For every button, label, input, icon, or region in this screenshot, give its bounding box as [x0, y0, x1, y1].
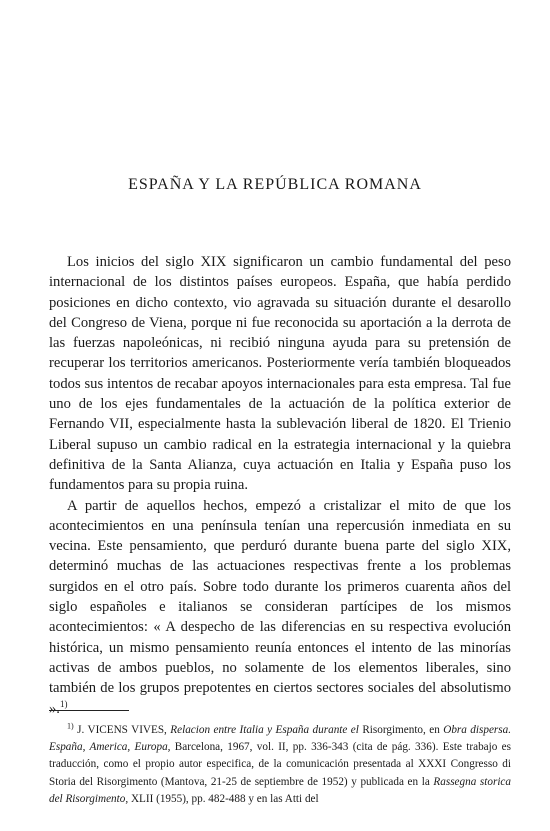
footnote-title-3: Rassegna storica del Risorgimento,	[49, 775, 511, 805]
footnote	[49, 722, 511, 808]
footnote-reference[interactable]: 1)	[59, 698, 68, 709]
paragraph-2	[49, 496, 511, 719]
footnote-text-3: XLII (1955), pp. 482-488 y en las Atti del	[130, 792, 319, 805]
footnote-title-1: Relacion entre Italia y España durante el	[170, 724, 359, 736]
footnote-text-2: Barcelona, 1967, vol. II, pp. 336-343 (cita de pág. 336). Este trabajo es traducción, como el propio autor especifica, de la comunicación presentada al XXXI Congresso di Storia del Risorgimento (Mantova, 21-25 de septiembre de 1952) y publicada en la	[49, 741, 511, 788]
footnote-divider	[49, 710, 129, 711]
page-title: ESPAÑA Y LA REPÚBLICA ROMANA	[128, 176, 422, 193]
footnote-number: 1)	[67, 721, 74, 731]
footnote-title-2: Obra dispersa. España, America, Europa,	[49, 724, 512, 754]
paragraph-2-text: A partir de aquellos hechos, empezó a cristalizar el mito de que los acontecimientos en una península tenían una repercusión inmediata en su vecina. Este pensamiento, que perduró durante buena parte del siglo XIX, determinó muchas de las actuaciones respectivas frente a los problemas surgidos en el otro país. Sobre todo durante los primeros cuarenta años del siglo españoles e italianos se consideran partícipes de los mismos acontecimientos: « A despecho de las diferencias en su respectiva evolución histórica, un mismo pensamiento reunía entonces el intento de las minorías activas de ambos pueblos, no solamente de los elementos liberales, sino también de los grupos prepotentes en ciertos sectores sociales del absolutismo ».	[49, 497, 511, 717]
paragraph-1: Los inicios del siglo XIX significaron un cambio fundamental del peso internacional de los distintos países europeos. España, que había perdido posiciones en dicho contexto, vio agravada su situación durante el desarollo del Congreso de Viena, porque ni fue reconocida su aportación a la derrota de las fuerzas napoleónicas, ni recibió ninguna ayuda para su pretensión de recuperar los territorios americanos. Posteriormente vería también bloqueados todos sus intentos de recabar apoyos internacionales para esta empresa. Tal fue uno de los ejes fundamentales de la actuación de la política exterior de Fernando VII, especialmente hasta la sublevación liberal de 1820. El Trienio Liberal supuso un cambio radical en la estrategia internacional y la quiebra definitiva de la Santa Alianza, cuya actuación en Italia y España puso los fundamentos para su propia ruina.	[49, 254, 511, 494]
footnote-text-1: Risorgimento, en	[362, 724, 440, 736]
body-text	[49, 252, 511, 719]
footnote-author: J. VICENS VIVES,	[77, 724, 167, 736]
